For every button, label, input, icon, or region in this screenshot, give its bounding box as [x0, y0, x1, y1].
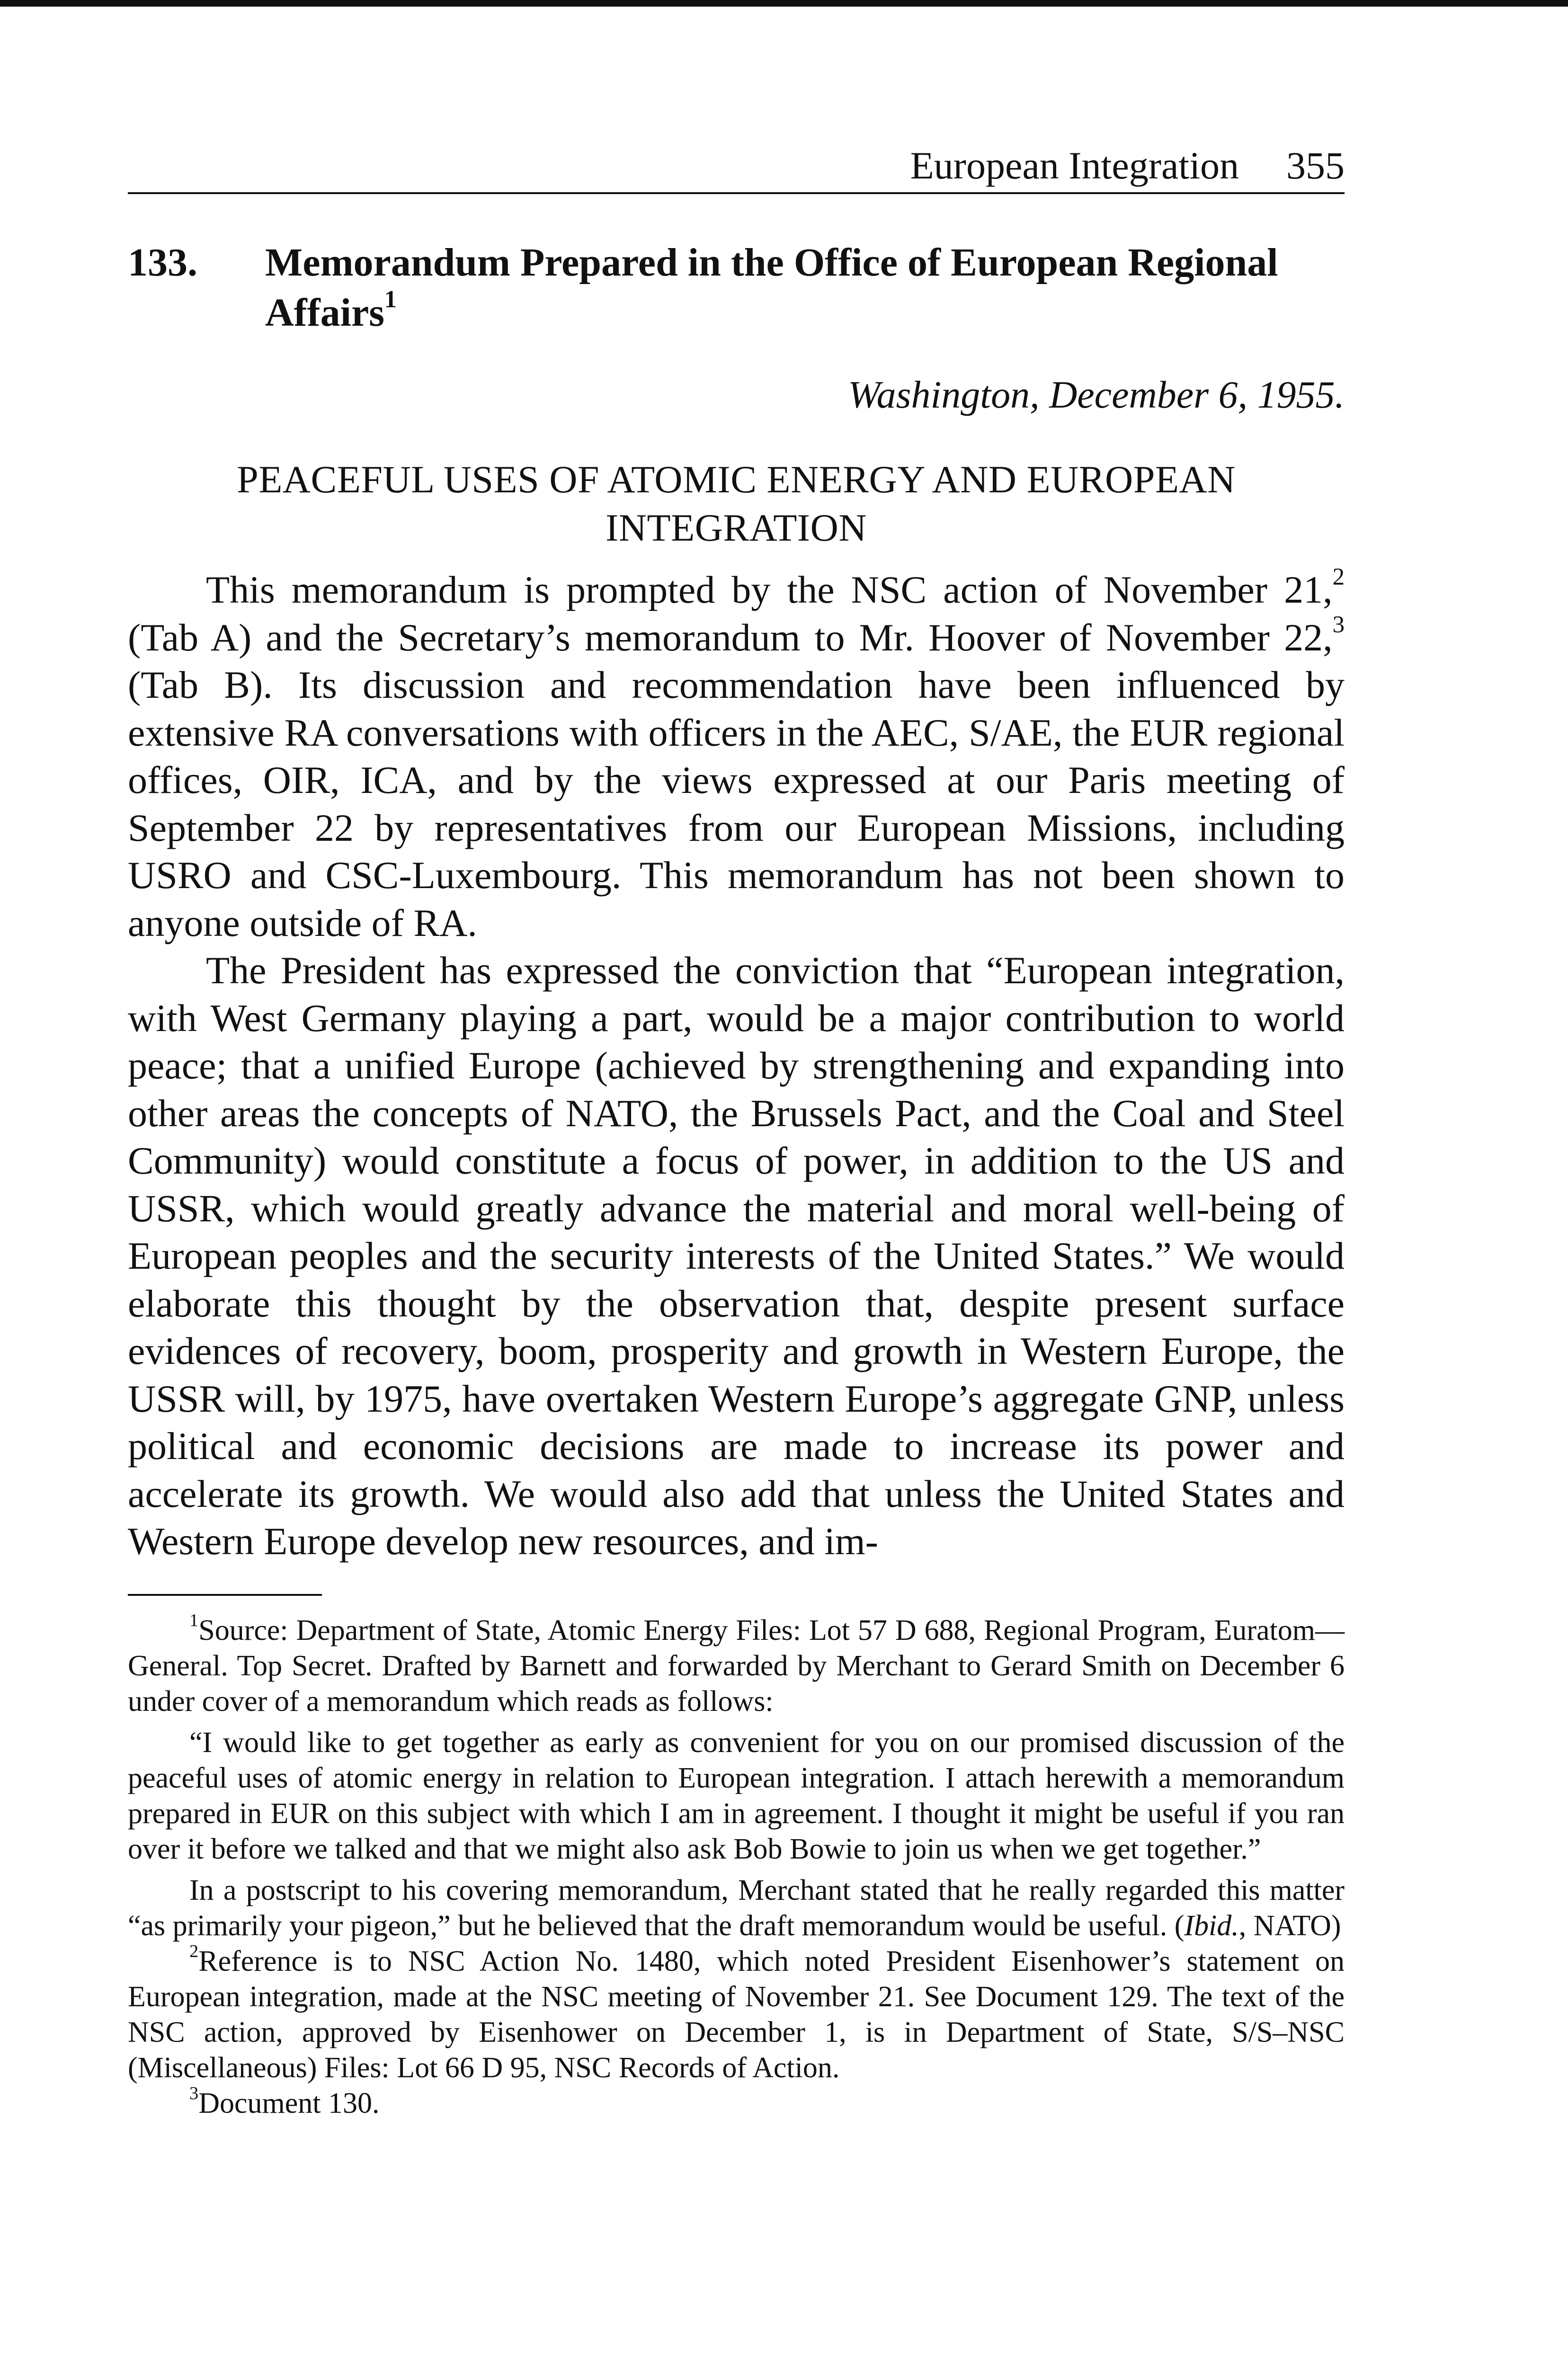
footnote-2-marker: 2 — [189, 1941, 199, 1961]
running-head — [128, 142, 1345, 194]
footnote-1-quote: “I would like to get together as early as convenient for you on our promised discussion of the peaceful uses of atomic energy in relation to European integration. I attach herewith a memorandum prepared in EUR on this subject with which I am in agreement. I thought it might be useful if you ran over it before we talked and that we might also ask Bob Bowie to join us when we get together.” — [128, 1726, 1345, 1865]
footnote-1-marker: 1 — [189, 1610, 199, 1630]
document-title — [128, 238, 1345, 338]
footnote-1-text: Source: Department of State, Atomic Energy Files: Lot 57 D 688, Regional Program, Euratom—General. Top Secret. Drafted by Barnett and forwarded by Merchant to Gerard Smith on December 6 under cover of a memorandum which reads as follows: — [128, 1614, 1345, 1717]
footnote-3 — [128, 2083, 1345, 2121]
footnote-2-text: Reference is to NSC Action No. 1480, which noted President Eisenhower’s statement on European integration, made at the NSC meeting of November 21. See Document 129. The text of the NSC action, approved by Eisenhower on December 1, is in Department of State, S/S–NSC (Miscellaneous) Files: Lot 66 D 95, NSC Records of Action. — [128, 1945, 1345, 2084]
running-head-title: European Integration — [910, 144, 1239, 187]
body-text — [128, 563, 1345, 1566]
footnote-3-text: Document 130. — [198, 2087, 380, 2119]
footnote-3-marker: 3 — [189, 2083, 199, 2103]
paragraph-2: The President has expressed the conviction that “European integration, with West Germany playing a part, would be a major contribution to world peace; that a unified Europe (achieved by strengthening and expanding into other areas the concepts of NATO, the Brussels Pact, and the Coal and Steel Community) would constitute a focus of power, in addition to the US and USSR, which would greatly advance the material and moral well-being of European peoples and the security interests of the United States.” We would elaborate this thought by the observation that, despite present surface evidences of recovery, boom, prosperity and growth in Western Europe, the USSR will, by 1975, have overtaken Western Europe’s aggregate GNP, unless political and economic decisions are made to increase its power and accelerate its growth. We would also add that unless the United States and Western Europe develop new resources, and im- — [128, 949, 1345, 1563]
footnote-2 — [128, 1941, 1345, 2086]
footnote-separator — [128, 1594, 322, 1596]
postscript-tail: , NATO) — [1238, 1909, 1341, 1942]
page-number: 355 — [1286, 144, 1345, 187]
title-footnote-marker: 1 — [384, 285, 397, 313]
subject-heading: PEACEFUL USES OF ATOMIC ENERGY AND EUROPEAN INTEGRATION — [237, 458, 1236, 549]
paragraph-1 — [128, 563, 1345, 947]
footnote-ref-3: 3 — [1332, 611, 1345, 638]
paragraph-1-part-a: This memorandum is prompted by the NSC action of November 21, — [206, 568, 1333, 611]
top-border-rule — [0, 0, 1568, 7]
paragraph-1-part-c: (Tab B). Its discussion and recommendation have been influenced by extensive RA conversations with officers in the AEC, S/AE, the EUR regional offices, OIR, ICA, and by the views expressed at our Paris meeting of September 22 by representatives from our European Missions, including USRO and CSC-Luxembourg. This memorandum has not been shown to anyone outside of RA. — [128, 663, 1345, 944]
title-text: Memorandum Prepared in the Office of European Regional Affairs — [265, 240, 1278, 335]
postscript-text: In a postscript to his covering memorandum, Merchant stated that he really regarded this matter “as primarily your pigeon,” but he believed that the draft memorandum would be useful. ( — [128, 1874, 1345, 1942]
document-number: 133. — [128, 240, 197, 285]
document-title-text — [265, 238, 1345, 338]
footnote-ref-2: 2 — [1332, 563, 1345, 590]
footnotes — [128, 1610, 1345, 2121]
footnote-1-postscript — [128, 1873, 1345, 1944]
postscript-ibid: Ibid. — [1184, 1909, 1239, 1942]
page — [128, 142, 1345, 2121]
paragraph-1-part-b: (Tab A) and the Secretary’s memorandum to Mr. Hoover of November 22, — [128, 615, 1333, 659]
dateline: Washington, December 6, 1955. — [847, 373, 1345, 416]
footnote-1 — [128, 1610, 1345, 1719]
